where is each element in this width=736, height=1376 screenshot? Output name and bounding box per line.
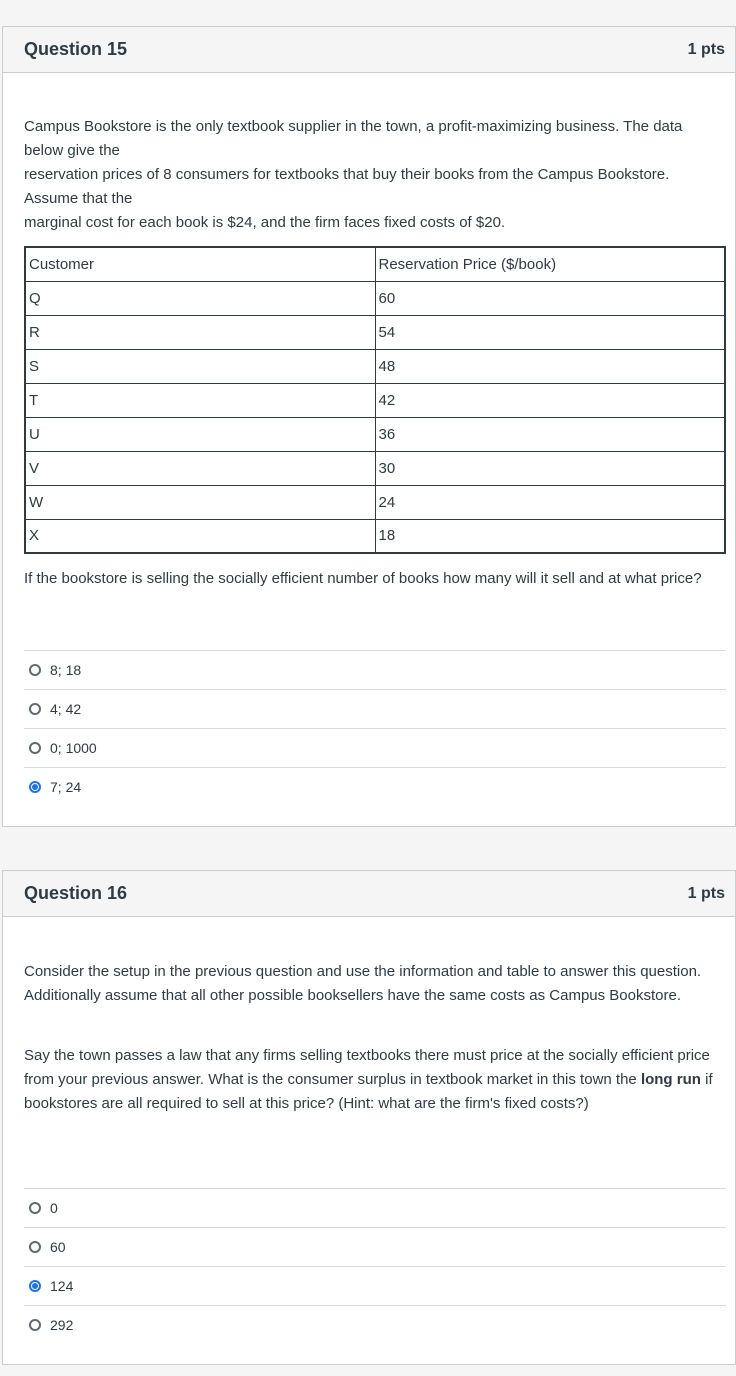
question-15-card [2,26,736,827]
answer-label: 4; 42 [50,701,82,717]
question-15-answers [24,650,726,806]
customer-cell: V [25,451,375,485]
question-16-points: 1 pts [687,884,725,902]
radio-filled-icon[interactable] [29,1280,41,1292]
answer-option-selected[interactable] [24,1266,726,1305]
question-16-answers [24,1188,726,1344]
question-15-intro-line-2: reservation prices of 8 consumers for textbooks that buy their books from the Campus Bookstore. Assume that the [24,166,670,207]
customer-cell: Q [25,281,375,315]
question-16-paragraph-2-start: Say the town passes a law that any firms selling textbooks there must price at the socially efficient price from your previous answer. What is the consumer surplus in textbook market in this town the [24,1047,710,1088]
answer-option[interactable] [24,689,726,728]
answer-label: 0 [50,1200,58,1216]
price-cell: 18 [375,519,725,553]
question-15-title: Question 15 [24,39,128,59]
radio-empty-icon[interactable] [29,1202,41,1214]
question-16-title: Question 16 [24,883,128,903]
question-15-prompt: If the bookstore is selling the socially efficient number of books how many will it sell and at what price? [24,570,702,587]
question-16-card [2,870,736,1365]
table-row [25,349,725,383]
answer-option[interactable] [24,728,726,767]
customer-cell: X [25,519,375,553]
question-16-emphasis: long run [640,1071,701,1088]
question-15-intro-line-1: Campus Bookstore is the only textbook supplier in the town, a profit-maximizing business. The data below give the [24,118,683,159]
radio-empty-icon[interactable] [29,703,41,715]
answer-option[interactable] [24,650,726,689]
answer-label: 8; 18 [50,662,82,678]
radio-empty-icon[interactable] [29,664,41,676]
answer-label: 60 [50,1239,66,1255]
radio-filled-icon[interactable] [29,781,41,793]
price-cell: 54 [375,315,725,349]
table-header-price: Reservation Price ($/book) [375,247,725,281]
table-row [25,485,725,519]
radio-empty-icon[interactable] [29,1319,41,1331]
answer-option[interactable] [24,1227,726,1266]
customer-cell: U [25,417,375,451]
question-15-intro-line-3: marginal cost for each book is $24, and the firm faces fixed costs of $20. [24,214,506,231]
question-15-header [3,27,735,73]
table-row [25,451,725,485]
answer-option-selected[interactable] [24,767,726,806]
customer-cell: W [25,485,375,519]
customer-cell: R [25,315,375,349]
table-row [25,281,725,315]
table-header-customer: Customer [25,247,375,281]
price-cell: 48 [375,349,725,383]
table-row [25,315,725,349]
price-cell: 24 [375,485,725,519]
question-15-intro [24,115,724,235]
question-16-paragraph-2-end: if bookstores are all required to sell at this price? (Hint: what are the firm's fixed costs?) [24,1071,713,1112]
question-16-paragraph-1: Consider the setup in the previous question and use the information and table to answer this question. Additionally assume that all other possible booksellers have the same costs as Campus Bookstore. [24,963,702,1004]
customer-cell: S [25,349,375,383]
question-16-paragraph-2 [24,1044,724,1116]
price-cell: 60 [375,281,725,315]
price-cell: 36 [375,417,725,451]
price-cell: 30 [375,451,725,485]
customer-cell: T [25,383,375,417]
answer-label: 0; 1000 [50,740,97,756]
table-header-row [25,247,725,281]
radio-empty-icon[interactable] [29,742,41,754]
table-row [25,519,725,553]
price-cell: 42 [375,383,725,417]
answer-label: 292 [50,1317,74,1333]
radio-empty-icon[interactable] [29,1241,41,1253]
table-row [25,383,725,417]
question-16-header [3,871,735,917]
question-15-points: 1 pts [687,40,725,58]
answer-option[interactable] [24,1188,726,1227]
answer-label: 124 [50,1278,74,1294]
table-row [25,417,725,451]
reservation-price-table [24,246,726,554]
answer-label: 7; 24 [50,779,82,795]
answer-option[interactable] [24,1305,726,1344]
